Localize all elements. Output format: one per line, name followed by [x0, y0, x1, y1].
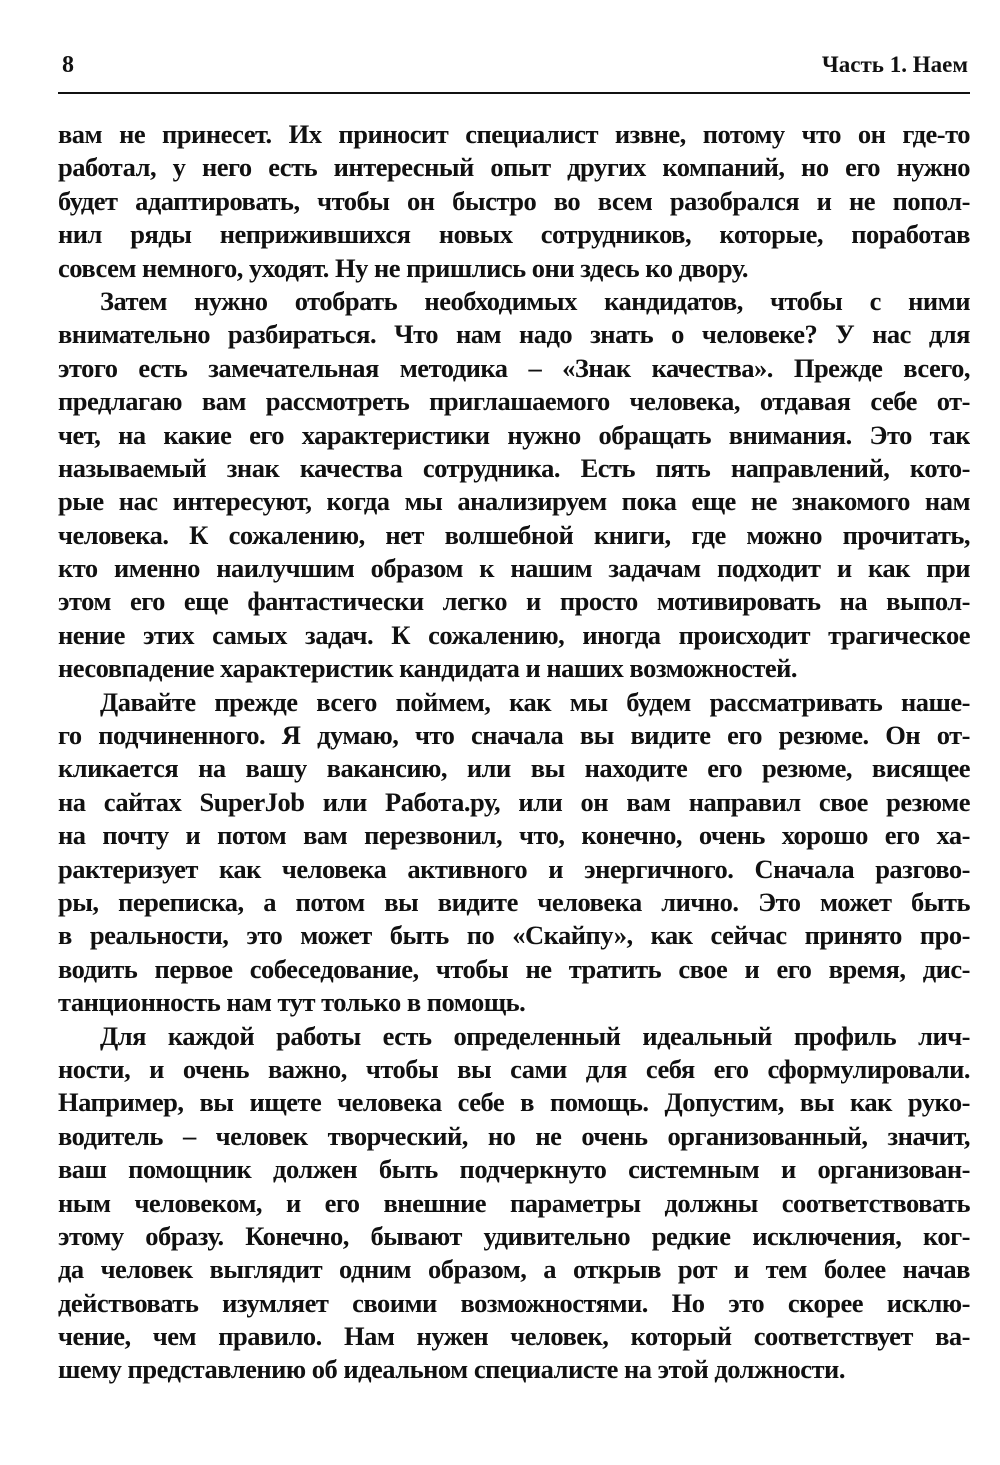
text-line: чение, чем правило. Нам нужен человек, который соответствует ва- — [58, 1321, 970, 1352]
text-line: в реальности, это может быть по «Скайпу», как сейчас принято про- — [58, 920, 970, 951]
text-line: да человек выглядит одним образом, а открыв рот и тем более начав — [58, 1254, 970, 1285]
text-line: предлагаю вам рассмотреть приглашаемого человека, отдавая себе от- — [58, 386, 970, 417]
text-line: кликается на вашу вакансию, или вы находите его резюме, висящее — [58, 753, 970, 784]
text-line: называемый знак качества сотрудника. Есть пять направлений, кото- — [58, 452, 970, 483]
text-line: этому образу. Конечно, бывают удивительно редкие исключения, ког- — [58, 1220, 970, 1251]
text-line: шему представлению об идеальном специалисте на этой должности. — [58, 1354, 845, 1385]
text-line: на сайтах SuperJob или Работа.ру, или он вам направил свое резюме — [58, 786, 970, 817]
text-line: нение этих самых задач. К сожалению, иногда происходит трагическое — [58, 619, 970, 650]
section-title: Часть 1. Наем — [821, 52, 968, 77]
book-page — [58, 40, 970, 1387]
text-line: работал, у него есть интересный опыт других компаний, но его нужно — [58, 152, 970, 183]
text-line: человека. К сожалению, нет волшебной книги, где можно прочитать, — [58, 519, 970, 550]
text-line: на почту и потом вам перезвонил, что, конечно, очень хорошо его ха- — [58, 820, 970, 851]
text-line: этом его еще фантастически легко и просто мотивировать на выпол- — [58, 586, 970, 617]
text-line: вам не принесет. Их приносит специалист извне, потому что он где-то — [58, 119, 970, 149]
text-line: водить первое собеседование, чтобы не тратить свое и его время, дис- — [58, 953, 970, 984]
text-line: Например, вы ищете человека себе в помощь. Допустим, вы как руко- — [58, 1087, 970, 1118]
text-line: Затем нужно отобрать необходимых кандидатов, чтобы с ними — [100, 285, 970, 316]
text-line: ности, и очень важно, чтобы вы сами для себя его сформулировали. — [58, 1053, 970, 1084]
text-line: этого есть замечательная методика – «Знак качества». Прежде всего, — [58, 352, 970, 383]
text-line: нил ряды неприжившихся новых сотрудников, которые, поработав — [58, 219, 970, 250]
text-line: чет, на какие его характеристики нужно обращать внимания. Это так — [58, 419, 970, 450]
running-head — [58, 40, 970, 94]
text-line: несовпадение характеристик кандидата и наших возможностей. — [58, 653, 798, 684]
text-line: танционность нам тут только в помощь. — [58, 987, 526, 1018]
text-line: ры, переписка, а потом вы видите человека лично. Это может быть — [58, 886, 970, 917]
text-line: го подчиненного. Я думаю, что сначала вы видите его резюме. Он от- — [58, 720, 970, 751]
text-line: Давайте прежде всего поймем, как мы будем рассматривать наше- — [100, 686, 970, 717]
text-line: кто именно наилучшим образом к нашим задачам подходит и как при — [58, 553, 970, 584]
text-line: водитель – человек творческий, но не очень организованный, значит, — [58, 1120, 970, 1151]
text-line: ваш помощник должен быть подчеркнуто системным и организован- — [58, 1154, 970, 1185]
page-number: 8 — [62, 52, 74, 78]
text-line: рактеризует как человека активного и энергичного. Сначала разгово- — [58, 853, 970, 884]
text-line: Для каждой работы есть определенный идеальный профиль лич- — [100, 1020, 970, 1051]
text-line: внимательно разбираться. Что нам надо знать о человеке? У нас для — [58, 319, 970, 350]
text-line: совсем немного, уходят. Ну не пришлись они здесь ко двору. — [58, 252, 748, 283]
text-line: будет адаптировать, чтобы он быстро во всем разобрался и не попол- — [58, 185, 970, 216]
text-line: действовать изумляет своими возможностями. Но это скорее исклю- — [58, 1287, 970, 1318]
text-line: рые нас интересуют, когда мы анализируем пока еще не знакомого нам — [58, 486, 970, 517]
body-text — [58, 118, 970, 1387]
text-line: ным человеком, и его внешние параметры должны соответствовать — [58, 1187, 970, 1218]
